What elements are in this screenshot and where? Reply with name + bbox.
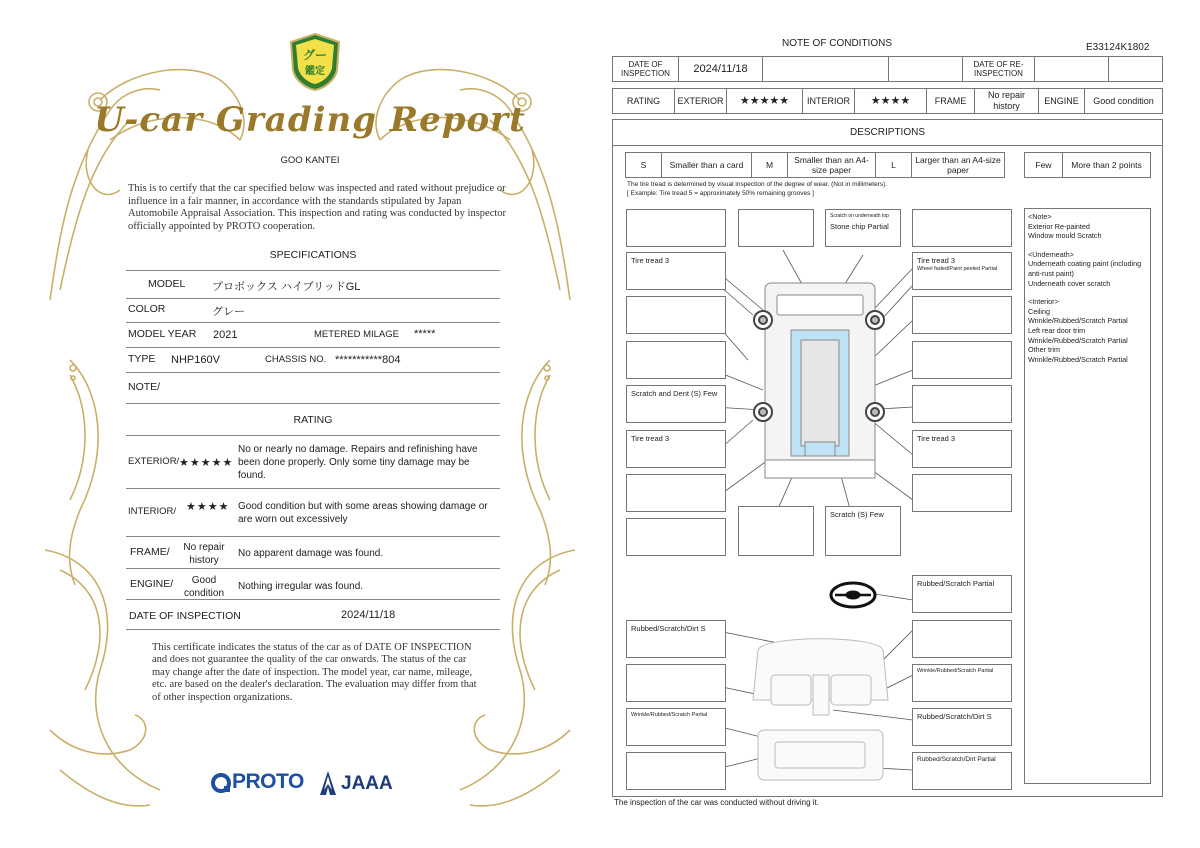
condition-box bbox=[912, 474, 1012, 512]
jaaa-logo-icon bbox=[318, 770, 338, 796]
engine-description: Nothing irregular was found. bbox=[238, 581, 364, 592]
metered-milage-value: ***** bbox=[414, 328, 436, 340]
divider bbox=[126, 629, 500, 630]
condition-box bbox=[626, 209, 726, 247]
descriptions-panel bbox=[612, 119, 1163, 797]
notes-line: Left rear door trim bbox=[1028, 325, 1086, 335]
notes-line: Window mould Scratch bbox=[1028, 231, 1102, 241]
condition-box-tire-rl: Tire tread 3 bbox=[626, 430, 726, 468]
descriptions-heading: DESCRIPTIONS bbox=[613, 120, 1162, 146]
metered-milage-label: METERED MILAGE bbox=[314, 329, 399, 340]
condition-box-interior: Wrinkle/Rubbed/Scratch Partial bbox=[912, 664, 1012, 702]
notes-spacer bbox=[1028, 288, 1147, 297]
interior-label: INTERIOR/ bbox=[128, 506, 177, 517]
legend-m-desc: Smaller than an A4-size paper bbox=[788, 153, 876, 177]
notes-line: Exterior Re-painted bbox=[1028, 221, 1090, 231]
jaaa-logo: JAAA bbox=[341, 773, 393, 794]
goo-kantei-badge bbox=[287, 32, 343, 92]
rating-table bbox=[612, 88, 1163, 114]
condition-text: Tire tread 3 bbox=[917, 256, 956, 265]
condition-box-rear-center: Scratch (S) Few bbox=[825, 506, 901, 556]
divider bbox=[126, 298, 500, 299]
type-value: NHP160V bbox=[171, 354, 220, 366]
model-year-label: MODEL YEAR bbox=[128, 328, 197, 340]
notes-line: <Interior> bbox=[1028, 297, 1059, 307]
notes-line: <Note> bbox=[1028, 212, 1052, 221]
specifications-heading: SPECIFICATIONS bbox=[269, 249, 357, 261]
date-of-inspection-value: 2024/11/18 bbox=[679, 57, 763, 81]
date-of-inspection-label: DATE OF INSPECTION bbox=[129, 610, 241, 622]
condition-box-interior: Rubbed/Scratch/Dirt S bbox=[912, 708, 1012, 746]
grading-certificate bbox=[40, 30, 580, 820]
condition-box-interior: Wrinkle/Rubbed/Scratch Partial bbox=[626, 708, 726, 746]
condition-box-tire-fl: Tire tread 3 bbox=[626, 252, 726, 290]
interior-label: INTERIOR bbox=[803, 89, 855, 113]
notes-line: Wrinkle/Rubbed/Scratch Partial bbox=[1028, 335, 1128, 345]
type-label: TYPE bbox=[128, 353, 156, 365]
frame-value: No repair history bbox=[975, 89, 1039, 113]
exterior-label: EXTERIOR/ bbox=[128, 456, 180, 467]
rating-label: RATING bbox=[613, 89, 675, 113]
divider bbox=[126, 488, 500, 489]
legend-few: Few bbox=[1025, 153, 1063, 177]
condition-box bbox=[912, 620, 1012, 658]
condition-box bbox=[626, 296, 726, 334]
condition-box-interior: Rubbed/Scratch/Dirt Partial bbox=[912, 752, 1012, 790]
condition-box-tire-rr: Tire tread 3 bbox=[912, 430, 1012, 468]
condition-text: Scratch on underneath top bbox=[830, 213, 889, 219]
legend-s: S bbox=[626, 153, 662, 177]
notes-line: Other trim bbox=[1028, 345, 1060, 355]
condition-box bbox=[738, 209, 814, 247]
model-value: プロボックス ハイブリッドGL bbox=[212, 281, 361, 293]
model-year-value: 2021 bbox=[213, 329, 238, 341]
divider bbox=[126, 270, 500, 271]
steering-wheel-icon bbox=[831, 583, 875, 607]
divider bbox=[126, 536, 500, 537]
interior-stars: ★★★★ bbox=[855, 89, 927, 113]
notes-line: Wrinkle/Rubbed/Scratch Partial bbox=[1028, 354, 1128, 364]
notes-spacer bbox=[1028, 241, 1147, 250]
notes-line: Underneath cover scratch bbox=[1028, 278, 1111, 288]
condition-box bbox=[626, 341, 726, 379]
frame-value: No repair history bbox=[183, 542, 225, 566]
condition-box bbox=[738, 506, 814, 556]
model-label: MODEL bbox=[148, 278, 186, 290]
condition-text: Wheel faded/Paint peeled Partial bbox=[917, 266, 998, 272]
empty-cell bbox=[1035, 57, 1109, 81]
empty-cell bbox=[889, 57, 963, 81]
condition-box bbox=[912, 341, 1012, 379]
legend-l: L bbox=[876, 153, 912, 177]
date-of-inspection-value: 2024/11/18 bbox=[341, 609, 396, 621]
color-value: グレー bbox=[212, 306, 245, 318]
inspection-footnote: The inspection of the car was conducted without driving it. bbox=[614, 798, 819, 807]
certificate-footer: This certificate indicates the status of the car as of DATE OF INSPECTION and does not guarantee the quality of the car onwards. The status of the car may change after the date of inspection. The model year, car name, mileage, etc. are based on the dealer's declaration. The evaluation may differ from that of other inspection organizations. bbox=[152, 642, 477, 703]
date-table bbox=[612, 56, 1163, 82]
logos bbox=[210, 768, 410, 798]
divider bbox=[126, 403, 500, 404]
tire-tread-note-line: [ Example: Tire tread 5 = approximately 50% remaining grooves ] bbox=[627, 189, 814, 197]
engine-label: ENGINE/ bbox=[130, 578, 174, 590]
empty-cell bbox=[763, 57, 889, 81]
note-title: NOTE OF CONDITIONS bbox=[782, 38, 892, 49]
condition-box bbox=[626, 474, 726, 512]
exterior-label: EXTERIOR bbox=[675, 89, 727, 113]
engine-label: ENGINE bbox=[1039, 89, 1085, 113]
car-interior-view bbox=[753, 639, 888, 780]
legend-l-desc: Larger than an A4-size paper bbox=[915, 155, 1001, 175]
frame-label: FRAME/ bbox=[130, 546, 170, 558]
certificate-subtitle: GOO KANTEI bbox=[280, 155, 340, 166]
car-top-view bbox=[765, 283, 875, 478]
condition-box bbox=[912, 209, 1012, 247]
rating-heading: RATING bbox=[293, 414, 333, 426]
chassis-label: CHASSIS NO. bbox=[265, 354, 327, 365]
divider bbox=[126, 568, 500, 569]
engine-value: Good condition bbox=[1093, 95, 1154, 106]
notes-line: Ceiling bbox=[1028, 306, 1050, 316]
date-of-reinspection-label: DATE OF RE-INSPECTION bbox=[963, 57, 1035, 81]
condition-box bbox=[912, 385, 1012, 423]
condition-text: Stone chip Partial bbox=[830, 222, 889, 231]
tire-icons bbox=[754, 311, 884, 421]
certificate-intro: This is to certify that the car specified below was inspected and rated without prejudice or influence in a fair manner, in accordance with the standards stipulated by Japan Automobile Appraisal Association. This inspection and rating was conducted by inspector officially appointed by PROTO cooperation. bbox=[128, 183, 507, 232]
condition-box-interior: Rubbed/Scratch/Dirt S bbox=[626, 620, 726, 658]
notes-line: Wrinkle/Rubbed/Scratch Partial bbox=[1028, 316, 1128, 326]
few-legend bbox=[1024, 152, 1151, 178]
note-label: NOTE/ bbox=[128, 381, 161, 393]
divider bbox=[126, 347, 500, 348]
condition-box-left-mid: Scratch and Dent (S) Few bbox=[626, 385, 726, 423]
frame-description: No apparent damage was found. bbox=[238, 548, 384, 559]
condition-box-top-center bbox=[825, 209, 901, 247]
report-code: E33124K1802 bbox=[1086, 42, 1150, 53]
svg-text:鑑定: 鑑定 bbox=[305, 66, 325, 77]
tire-tread-note bbox=[627, 181, 887, 198]
condition-box bbox=[626, 752, 726, 790]
interior-description: Good condition but with some areas showing damage or are worn out excessively bbox=[238, 501, 488, 525]
condition-box-tire-fr bbox=[912, 252, 1012, 290]
notes-column bbox=[1024, 208, 1151, 784]
exterior-stars: ★★★★★ bbox=[727, 89, 803, 113]
exterior-stars: ★★★★★ bbox=[179, 457, 234, 469]
proto-logo-icon bbox=[210, 772, 232, 794]
engine-value: Good condition bbox=[183, 575, 225, 599]
divider bbox=[126, 322, 500, 323]
svg-text:グー: グー bbox=[302, 48, 328, 62]
interior-stars: ★★★★ bbox=[186, 501, 230, 513]
damage-size-legend bbox=[625, 152, 1005, 178]
notes-line: Underneath coating paint (including anti-rust paint) bbox=[1028, 259, 1142, 278]
tire-tread-note-line: The tire tread is determined by visual inspection of the degree of wear. (Not in millimeters). bbox=[627, 181, 888, 188]
condition-box bbox=[912, 296, 1012, 334]
legend-m: M bbox=[752, 153, 788, 177]
certificate-title: U-car Grading Report bbox=[94, 100, 526, 140]
legend-s-desc: Smaller than a card bbox=[662, 153, 752, 177]
proto-logo: PROTO bbox=[232, 770, 304, 793]
exterior-description: No or nearly no damage. Repairs and refinishing have been done properly. Only some tiny damage may be found. bbox=[238, 444, 478, 481]
note-of-conditions bbox=[612, 30, 1164, 820]
divider bbox=[126, 372, 500, 373]
frame-label: FRAME bbox=[927, 89, 975, 113]
chassis-value: ***********804 bbox=[335, 354, 401, 366]
color-label: COLOR bbox=[128, 303, 166, 315]
divider bbox=[126, 435, 500, 436]
divider bbox=[126, 599, 500, 600]
condition-box-steering: Rubbed/Scratch Partial bbox=[912, 575, 1012, 613]
date-of-inspection-label: DATE OF INSPECTION bbox=[613, 57, 679, 81]
empty-cell bbox=[1109, 57, 1162, 81]
notes-line: <Underneath> bbox=[1028, 249, 1074, 259]
condition-box bbox=[626, 518, 726, 556]
condition-box bbox=[626, 664, 726, 702]
legend-few-desc: More than 2 points bbox=[1071, 160, 1142, 170]
